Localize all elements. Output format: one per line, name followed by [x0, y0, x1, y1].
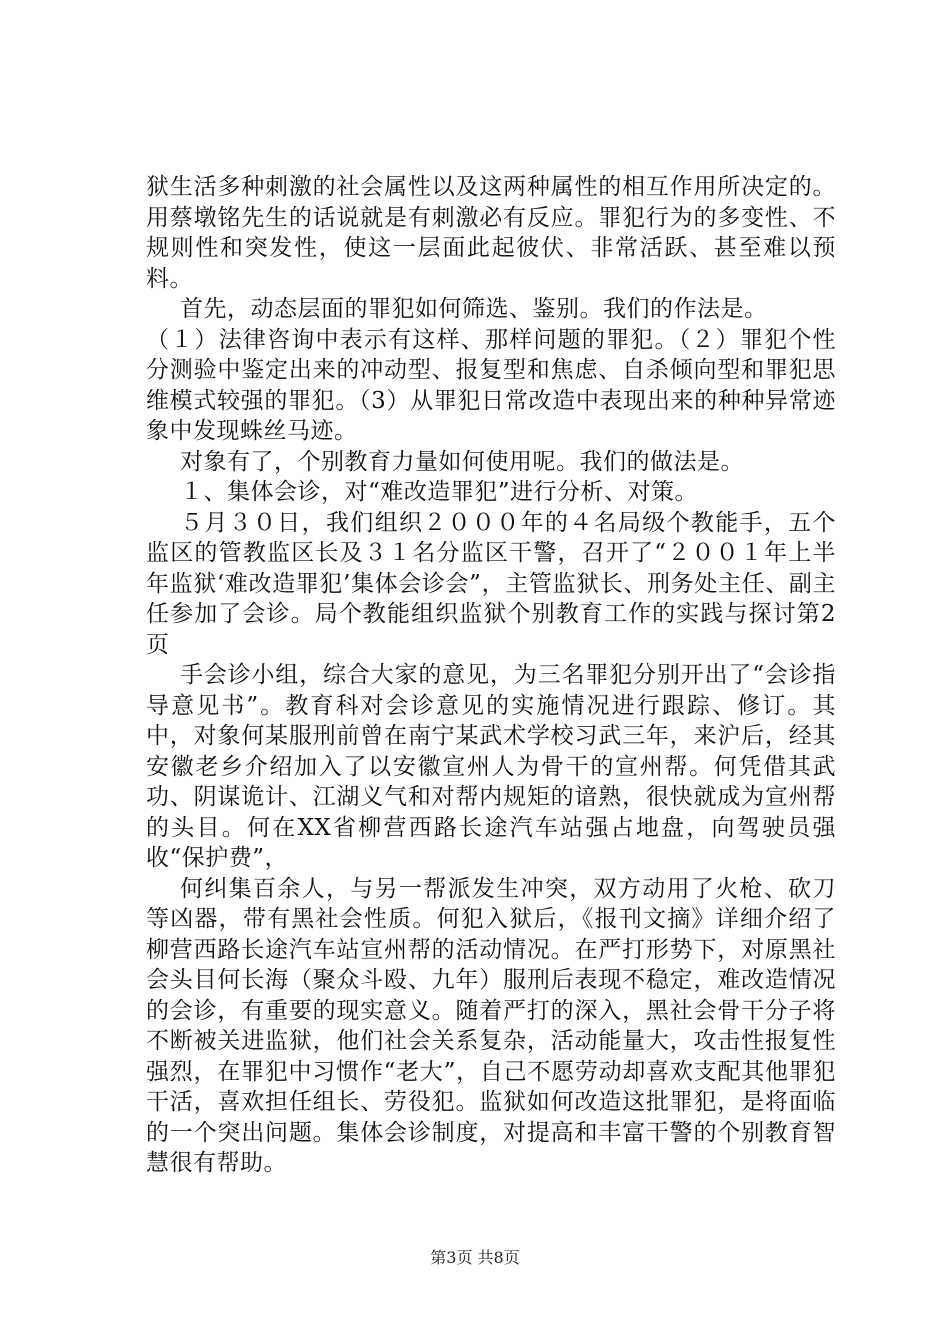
- paragraph-4: 对象有了，个别教育力量如何使用呢。我们的做法是。: [180, 448, 744, 475]
- paragraph-7: 手会诊小组，综合大家的意见，为三名罪犯分别开出了“会诊指导意见书”。教育科对会诊意见的实施情况进行跟踪、修订。其中，对象何某服刑前曾在南宁某武术学校习武三年，来沪后，经其安徽老乡介绍加入了以安徽宣州人为骨干的宣州帮。何凭借其武功、阴谋诡计、江湖义气和对帮内规矩的谙熟，很快就成为宣州帮的头目。何在XX省柳营西路长途汽车站强占地盘，向驾驶员强收“保护费”，: [146, 662, 836, 871]
- document-body: [146, 172, 836, 1179]
- page-footer: 第3页 共8页: [430, 1248, 520, 1267]
- paragraph-1: 狱生活多种刺激的社会属性以及这两种属性的相互作用所决定的。用蔡墩铭先生的话说就是有刺激必有反应。罪犯行为的多变性、不规则性和突发性，使这一层面此起彼伏、非常活跃、甚至难以预料。: [146, 174, 836, 292]
- paragraph-3: （１）法律咨询中表示有这样、那样问题的罪犯。（２）罪犯个性分测验中鉴定出来的冲动型、报复型和焦虑、自杀倾向型和罪犯思维模式较强的罪犯。（3）从罪犯日常改造中表现出来的种种异常迹象中发现蛛丝马迹。: [146, 326, 836, 444]
- paragraph-6: ５月３０日，我们组织２０００年的４名局级个教能手，五个监区的管教监区长及３１名分监区干警，召开了“２００１年上半年监狱‘难改造罪犯’集体会诊会”，主管监狱长、刑务处主任、副主任参加了会诊。局个教能组织监狱个别教育工作的实践与探讨第2页: [146, 509, 836, 658]
- paragraph-8: 何纠集百余人，与另一帮派发生冲突，双方动用了火枪、砍刀等凶器，带有黑社会性质。何犯入狱后，《报刊文摘》详细介绍了柳营西路长途汽车站宣州帮的活动情况。在严打形势下，对原黑社会头目何长海（聚众斗殴、九年）服刑后表现不稳定，难改造情况的会诊，有重要的现实意义。随着严打的深入，黑社会骨干分子将不断被关进监狱，他们社会关系复杂，活动能量大，攻击性报复性强烈，在罪犯中习惯作“老大”，自己不愿劳动却喜欢支配其他罪犯干活，喜欢担任组长、劳役犯。监狱如何改造这批罪犯，是将面临的一个突出问题。集体会诊制度，对提高和丰富干警的个别教育智慧很有帮助。: [146, 875, 836, 1176]
- paragraph-5: １、集体会诊，对“难改造罪犯”进行分析、对策。: [180, 479, 699, 505]
- paragraph-2: 首先，动态层面的罪犯如何筛选、鉴别。我们的作法是。: [180, 296, 768, 322]
